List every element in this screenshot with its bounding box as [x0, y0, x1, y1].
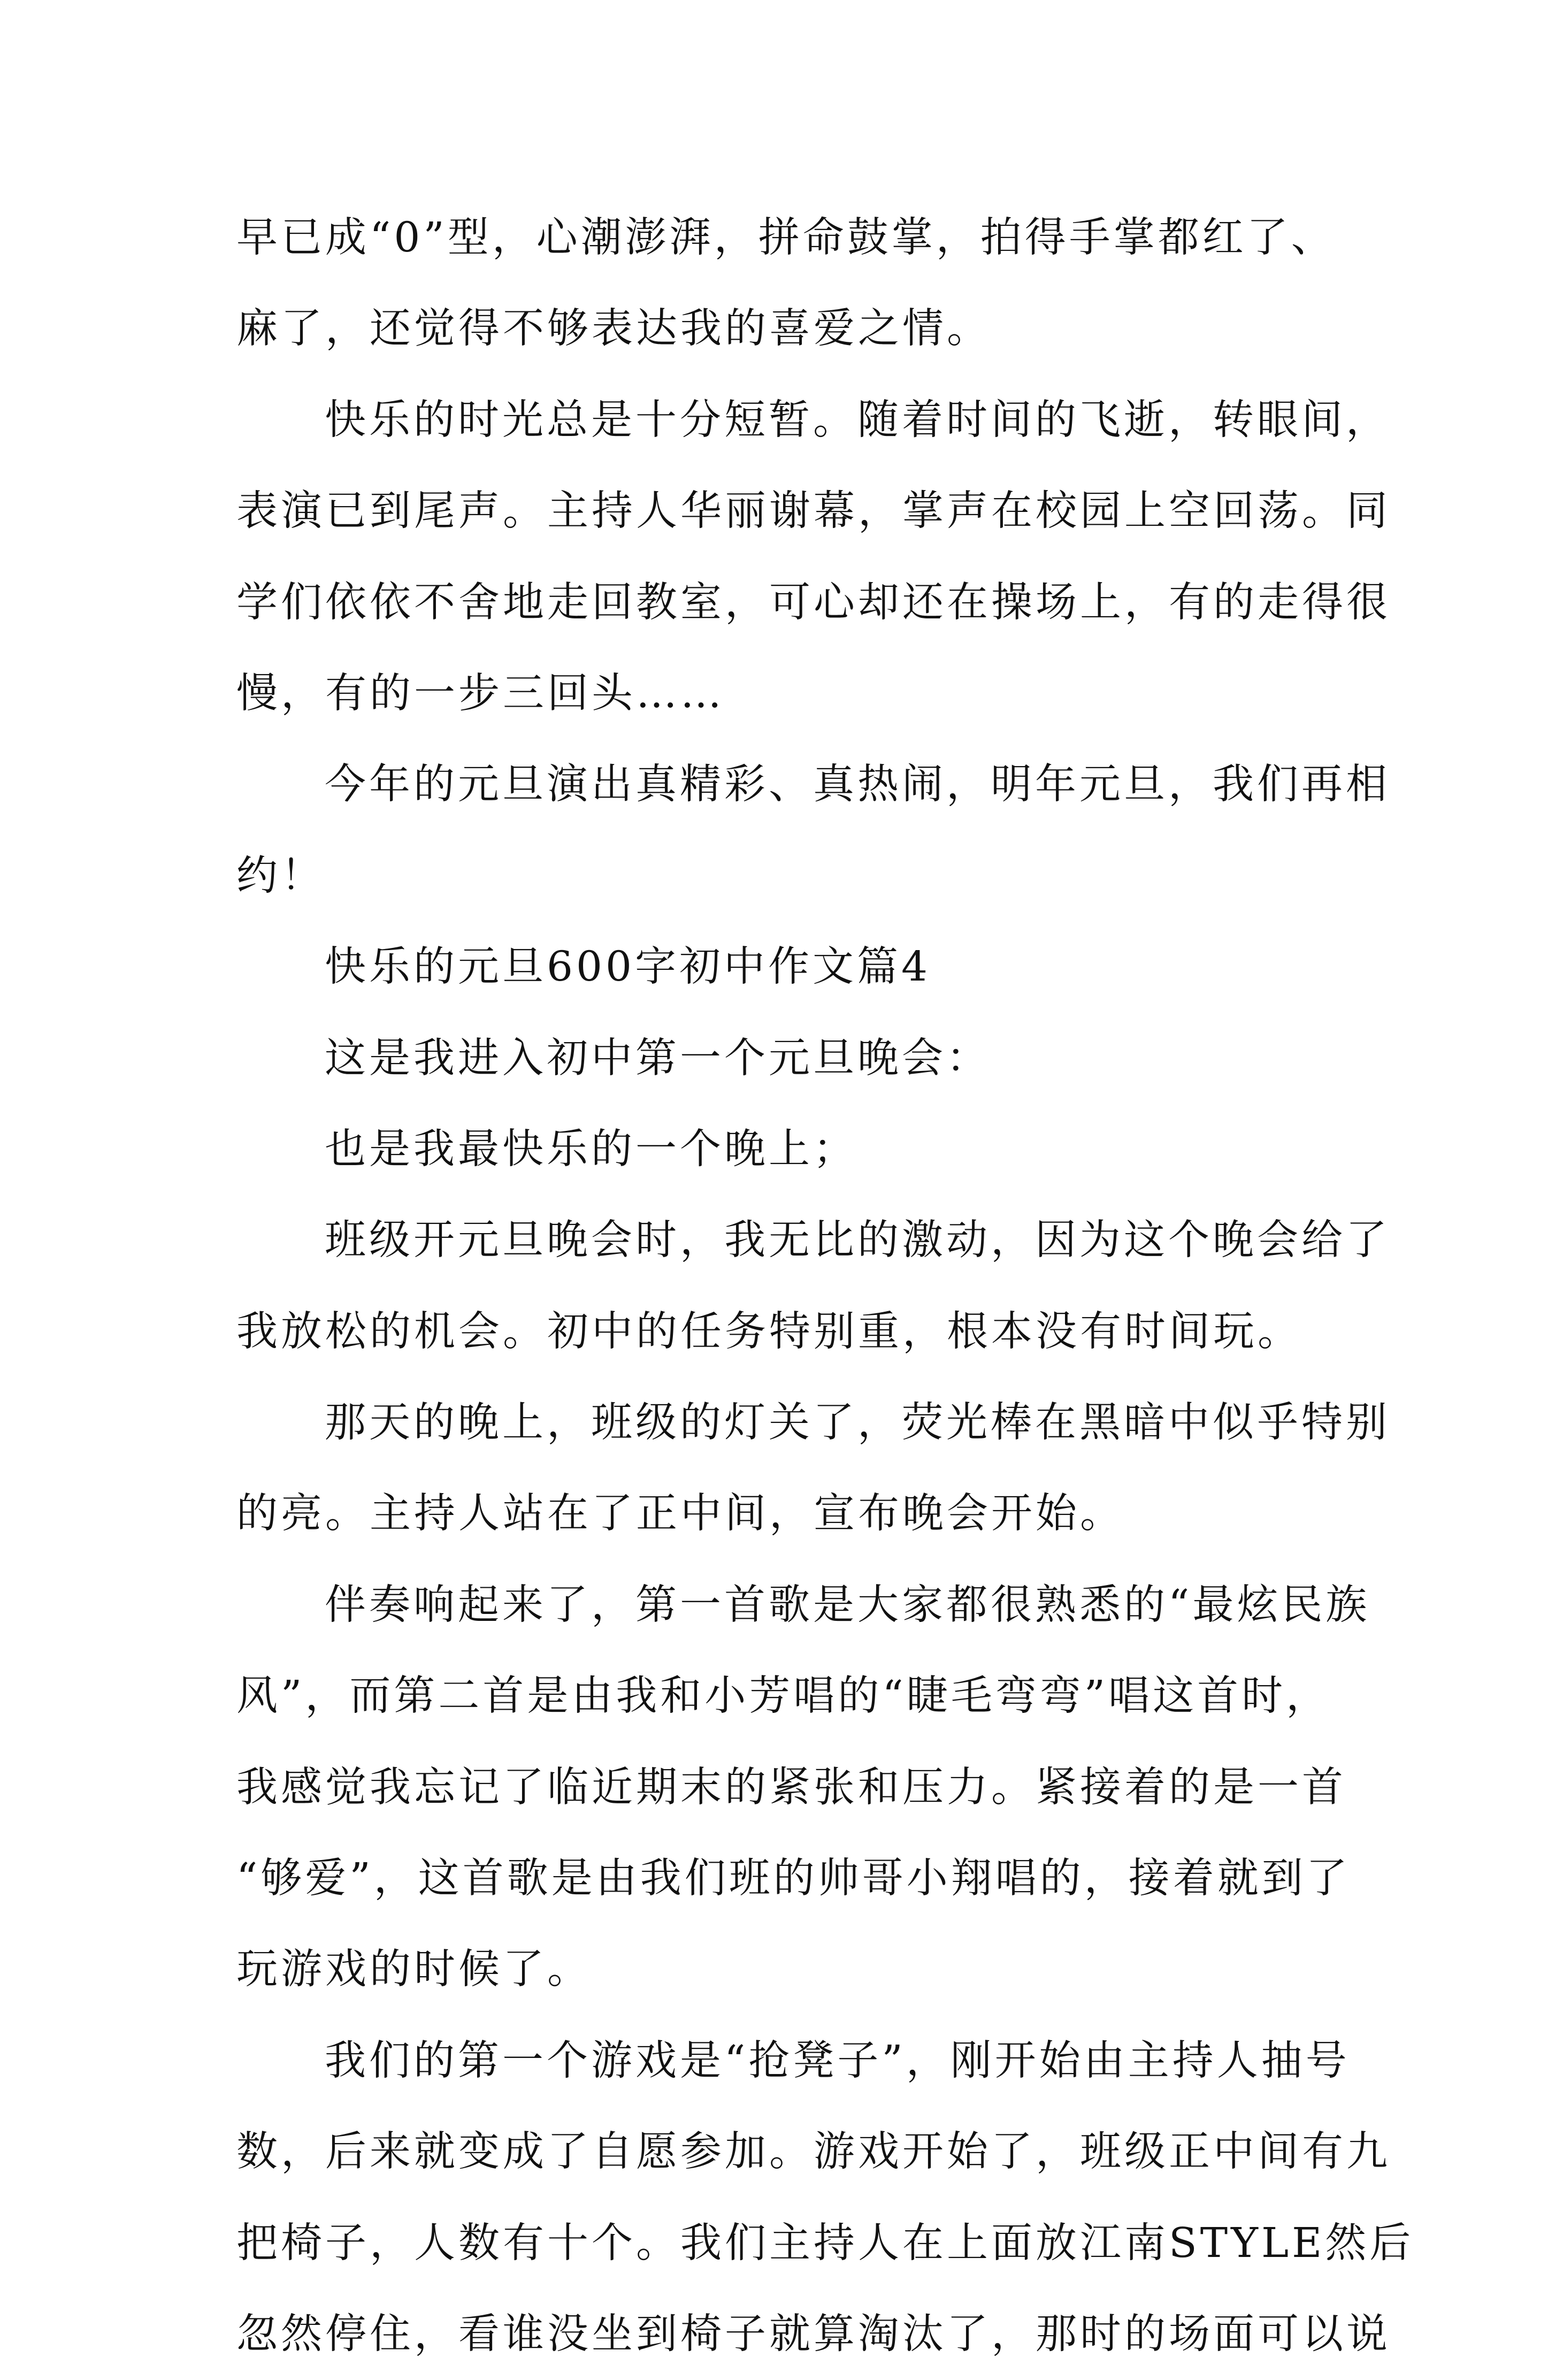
paragraph-start-line: 伴奏响起来了，第一首歌是大家都很熟悉的“最炫民族 [325, 1581, 1370, 1629]
text-line: 约！ [236, 852, 325, 900]
text-line: 玩游戏的时候了。 [236, 1946, 592, 1994]
paragraph-start-line: 快乐的时光总是十分短暂。随着时间的飞逝，转眼间， [325, 396, 1390, 444]
paragraph-start-line: 也是我最快乐的一个晚上； [325, 1125, 857, 1173]
paragraph-start-line: 我们的第一个游戏是“抢凳子”，刚开始由主持人抽号 [325, 2037, 1350, 2085]
text-line: 麻了，还觉得不够表达我的喜爱之情。 [236, 305, 991, 353]
text-line: 我感觉我忘记了临近期末的紧张和压力。紧接着的是一首 [236, 1763, 1346, 1811]
text-line: 忽然停住，看谁没坐到椅子就算淘汰了，那时的场面可以说 [236, 2310, 1391, 2358]
text-line: 表演已到尾声。主持人华丽谢幕，掌声在校园上空回荡。同 [236, 487, 1391, 535]
text-line: 学们依依不舍地走回教室，可心却还在操场上，有的走得很 [236, 578, 1391, 626]
text-line: 风”，而第二首是由我和小芳唱的“睫毛弯弯”唱这首时， [236, 1672, 1331, 1720]
paragraph-start-line: 班级开元旦晚会时，我无比的激动，因为这个晚会给了 [325, 1216, 1390, 1265]
text-line: 早已成“0”型，心潮澎湃，拼命鼓掌，拍得手掌都红了、 [236, 214, 1336, 262]
text-line: 把椅子，人数有十个。我们主持人在上面放江南STYLE然后 [236, 2219, 1414, 2267]
text-line: 数，后来就变成了自愿参加。游戏开始了，班级正中间有九 [236, 2128, 1391, 2176]
text-line: 慢，有的一步三回头…… [236, 669, 725, 717]
paragraph-start-line: 今年的元旦演出真精彩、真热闹，明年元旦，我们再相 [325, 761, 1390, 809]
paragraph-start-line: 这是我进入初中第一个元旦晚会： [325, 1034, 991, 1082]
section-heading: 快乐的元旦600字初中作文篇4 [325, 943, 931, 991]
text-line: 我放松的机会。初中的任务特别重，根本没有时间玩。 [236, 1307, 1302, 1356]
text-line: 的亮。主持人站在了正中间，宣布晚会开始。 [236, 1490, 1124, 1538]
text-line: “够爱”，这首歌是由我们班的帅哥小翔唱的，接着就到了 [236, 1855, 1351, 1903]
document-body [236, 193, 1414, 2380]
paragraph-start-line: 那天的晚上，班级的灯关了，荧光棒在黑暗中似乎特别 [325, 1399, 1390, 1447]
